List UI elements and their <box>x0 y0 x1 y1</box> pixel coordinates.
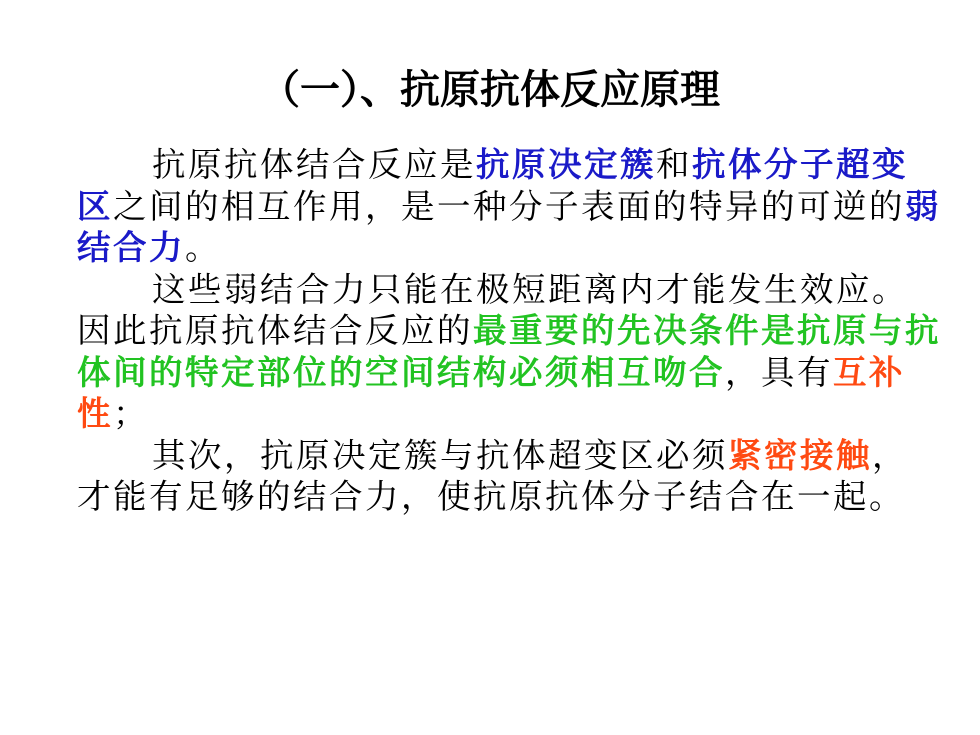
text-segment: 和 <box>656 145 692 184</box>
slide-title: （一）、抗原抗体反应原理 <box>260 67 720 113</box>
text-segment: 其次，抗原决定簇与抗体超变区必须 <box>152 435 728 475</box>
highlight-term: 抗原决定簇 <box>476 145 656 184</box>
text-segment: 。 <box>185 228 221 267</box>
highlight-term: 抗体分子超变区 <box>77 145 908 226</box>
slide-body <box>77 144 941 518</box>
paragraph-close-contact <box>77 435 941 518</box>
text-segment: 抗原抗体结合反应是 <box>152 145 476 184</box>
highlight-term: 最重要的先决条件是抗原与抗体间的特定部位的空间结构必须相互吻合 <box>77 311 941 392</box>
highlight-term: 互补性 <box>77 352 905 433</box>
paragraph-prerequisite <box>77 269 941 435</box>
highlight-term: 紧密接触 <box>728 435 872 475</box>
text-segment: 之间的相互作用，是一种分子表面的特异的可逆的 <box>113 186 905 226</box>
highlight-term: 弱结合力 <box>77 186 941 267</box>
text-segment: 这些弱结合力只能在极短距离内才能发生效应。因此抗原抗体结合反应的 <box>77 269 908 350</box>
paragraph-binding-principle <box>77 144 941 269</box>
text-segment: ； <box>113 394 149 433</box>
text-segment: ，才能有足够的结合力，使抗原抗体分子结合在一起。 <box>77 435 908 516</box>
text-segment: ，具有 <box>725 352 833 392</box>
